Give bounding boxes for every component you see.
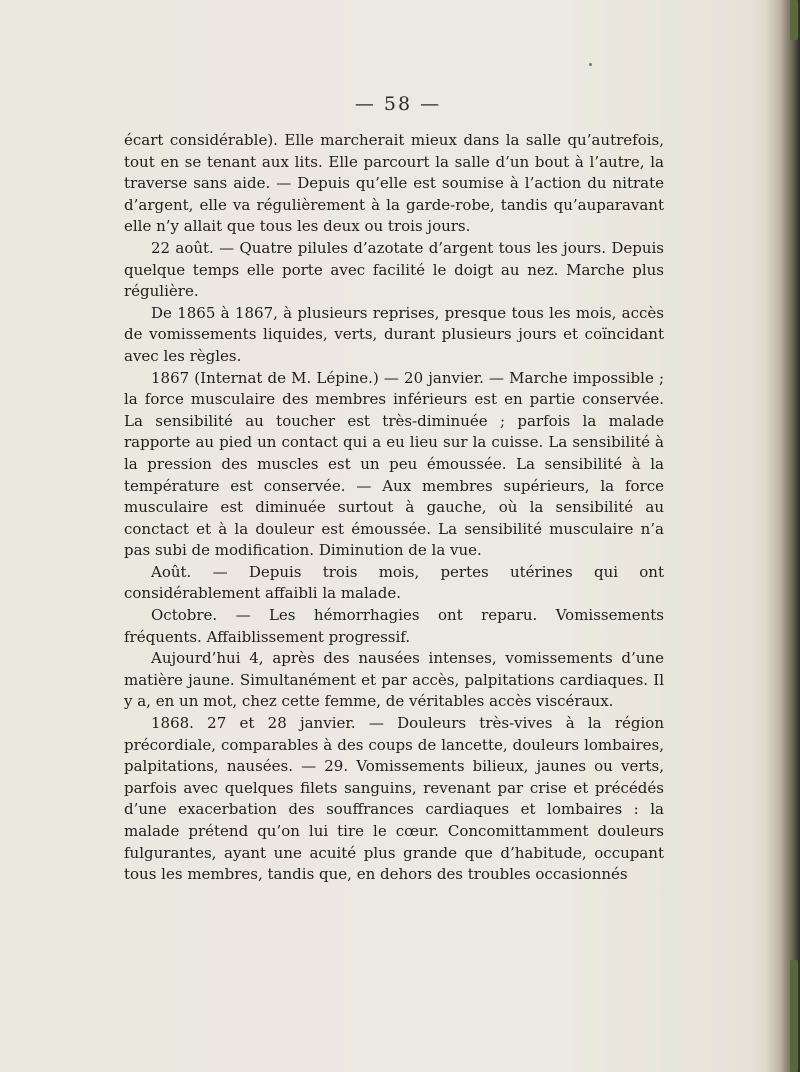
- paragraph: Août. — Depuis trois mois, pertes utérines qui ont considérablement affaibli la malade.: [124, 562, 664, 603]
- paragraph: 1867 (Internat de M. Lépine.) — 20 janvier. — Marche impossible ; la force musculaire des membres inférieurs est en partie conservée. La sensibilité au toucher est très-diminuée ; parfois la malade rapporte au pied un contact qui a eu lieu sur la cuisse. La sensibilité à la pression des muscles est un peu émoussée. La sensibilité à la température est conservée. — Aux membres supérieurs, la force musculaire est diminuée surtout à gauche, où la sensibilité au conctact et à la douleur est émoussée. La sensibilité musculaire n’a pas subi de modification. Diminution de la vue.: [124, 368, 664, 560]
- paragraph: 22 août. — Quatre pilules d’azotate d’argent tous les jours. Depuis quelque temps elle porte avec facilité le doigt au nez. Marche plus régulière.: [124, 238, 664, 301]
- paragraph: Aujourd’hui 4, après des nausées intenses, vomissements d’une matière jaune. Simultanément et par accès, palpitations cardiaques. Il y a, en un mot, chez cette femme, de véritables accès viscéraux.: [124, 649, 664, 711]
- page-number: — 58 —: [354, 93, 442, 115]
- paragraph: 1868. 27 et 28 janvier. — Douleurs très-vives à la région précordiale, comparables à des coups de lancette, douleurs lombaires, palpitations, nausées. — 29. Vomissements bilieux, jaunes ou verts, parfois avec quelques filets sanguins, revenant par crise et précédés d’une exacerbation des souffrances cardiaques et lombaires : la malade prétend qu’on lui tire le cœur. Concomittamment douleurs fulgurantes, ayant une acuité plus grande que d’habitude, occupant tous les membres, tandis que, en dehors des troubles occasionnés: [124, 714, 664, 884]
- paragraph: Octobre. — Les hémorrhagies ont reparu. Vomissements fréquents. Affaiblissement progressif.: [124, 606, 664, 646]
- paragraph: écart considérable). Elle marcherait mieux dans la salle qu’autrefois, tout en se tenant aux lits. Elle parcourt la salle d’un bout à l’autre, la traverse sans aide. — Depuis qu’elle est soumise à l’action du nitrate d’argent, elle va régulièrement à la garde-robe, tandis qu’auparavant elle n’y allait que tous les deux ou trois jours.: [124, 131, 664, 236]
- page-edge-shadow: [766, 0, 800, 1072]
- body-text: [124, 130, 664, 886]
- paragraph: De 1865 à 1867, à plusieurs reprises, presque tous les mois, accès de vomissements liquides, verts, durant plusieurs jours et coïncidant avec les règles.: [124, 303, 664, 365]
- edge-stain-top: [790, 0, 798, 40]
- ink-speck: [589, 63, 592, 66]
- edge-stain-bottom: [790, 960, 798, 1072]
